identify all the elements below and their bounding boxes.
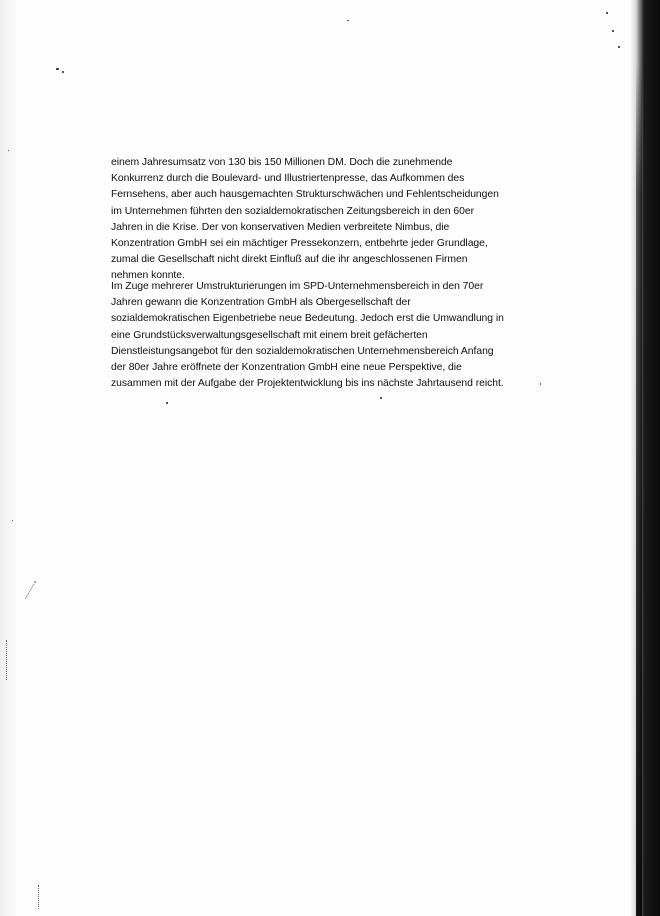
- text-line: Jahren gewann die Konzentration GmbH als Obergesellschaft der: [111, 297, 411, 309]
- scan-speck: [612, 30, 614, 32]
- text-line: zusammen mit der Aufgabe der Projektentwicklung bis ins nächste Jahrtausend reicht.: [111, 378, 504, 390]
- text-line: zumal die Gesellschaft nicht direkt Einfluß auf die ihr angeschlossenen Firmen: [111, 254, 468, 266]
- scan-speck: [62, 71, 64, 73]
- text-line: Jahren in die Krise. Der von konservativen Medien verbreitete Nimbus, die: [111, 221, 450, 233]
- scan-speck: [606, 12, 608, 14]
- scan-mark: [25, 581, 36, 599]
- text-line: Konkurrenz durch die Boulevard- und Illustriertenpresse, das Aufkommen des: [111, 173, 465, 185]
- paragraph-2: [111, 279, 541, 392]
- scan-mark: [6, 640, 7, 680]
- text-line: Konzentration GmbH sei ein mächtiger Pressekonzern, entbehrte jeder Grundlage,: [111, 238, 488, 250]
- scan-speck: [618, 46, 620, 48]
- text-line: einem Jahresumsatz von 130 bis 150 Millionen DM. Doch die zunehmende: [111, 157, 453, 168]
- scan-mark: [38, 885, 39, 909]
- text-line: der 80er Jahre eröffnete der Konzentration GmbH eine neue Perspektive, die: [111, 362, 462, 374]
- text-line: Dienstleistungsangebot für den sozialdemokratischen Unternehmensbereich Anfang: [111, 345, 494, 357]
- text-line: Fernsehens, aber auch hausgemachten Strukturschwächen und Fehlentscheidungen: [111, 189, 499, 201]
- scan-shadow-right: [630, 0, 660, 916]
- text-line: nehmen konnte.: [111, 270, 185, 282]
- scan-speck: [380, 397, 382, 399]
- scan-speck: [12, 520, 13, 521]
- text-line: sozialdemokratischen Eigenbetriebe neue Bedeutung. Jedoch erst die Umwandlung in: [111, 313, 504, 325]
- text-line: Im Zuge mehrerer Umstrukturierungen im SPD-Unternehmensbereich in den 70er: [111, 281, 484, 292]
- scan-speck: [347, 20, 349, 21]
- scan-speck: [8, 150, 9, 151]
- text-line: im Unternehmen führten den sozialdemokratischen Zeitungsbereich in den 60er: [111, 205, 475, 217]
- paragraph-1: [111, 155, 541, 285]
- scan-shadow-right-inner: [636, 60, 642, 916]
- scan-speck: [166, 402, 168, 404]
- text-line: eine Grundstücksverwaltungsgesellschaft mit einem breit gefächerten: [111, 329, 428, 341]
- scan-speck: [56, 68, 59, 70]
- scan-shadow-left: [0, 0, 18, 916]
